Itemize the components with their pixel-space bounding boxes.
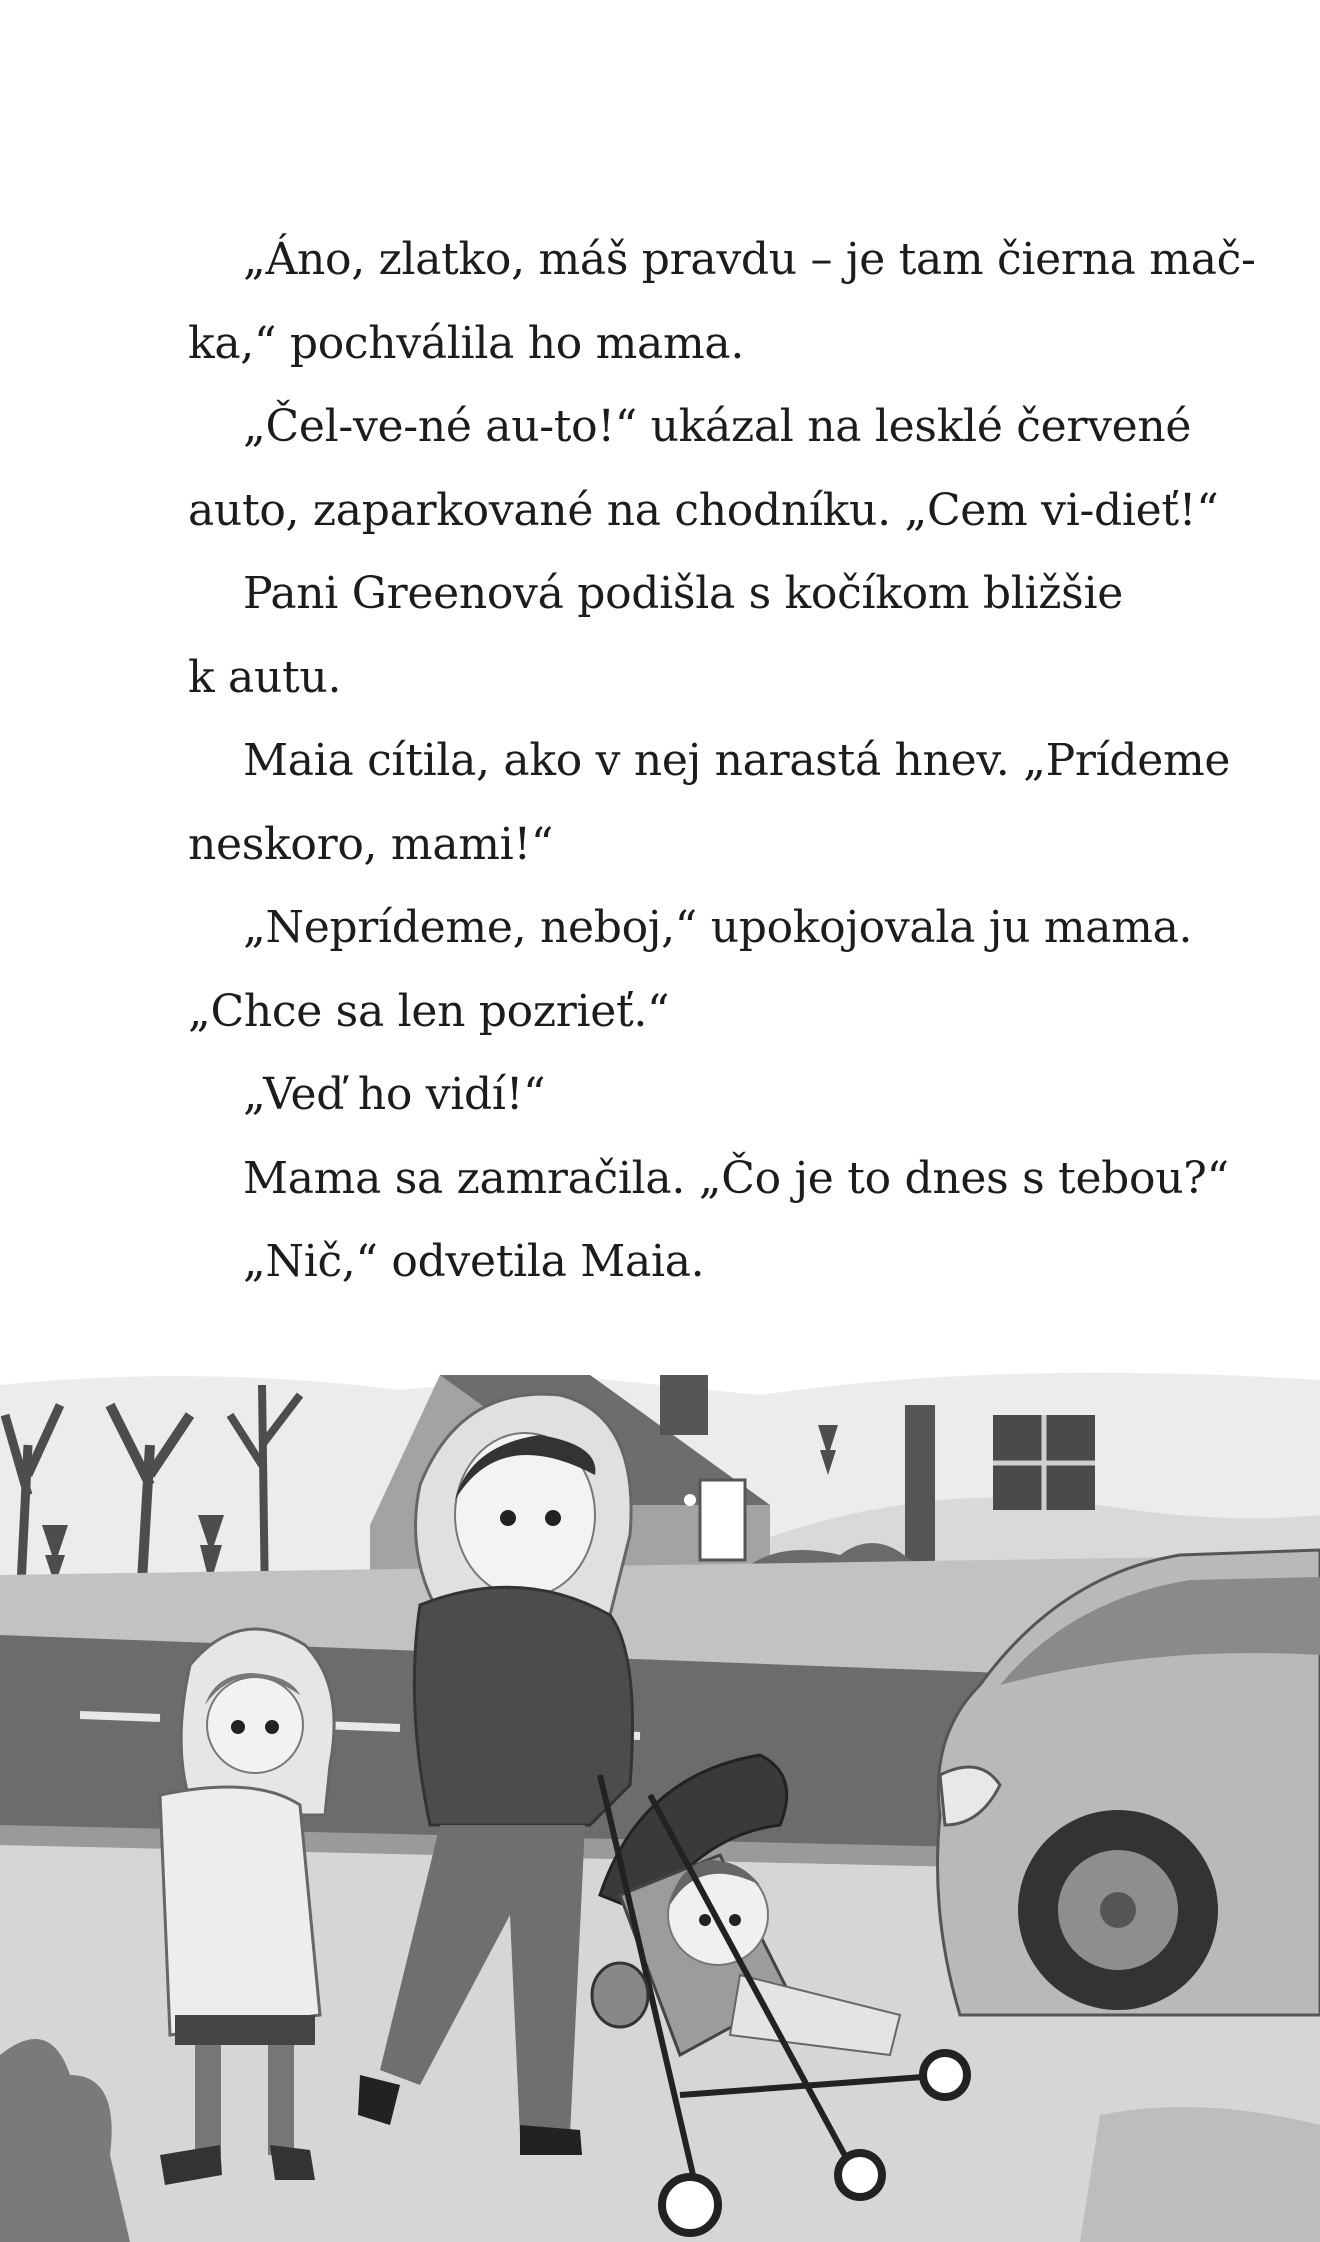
text-line: neskoro, mami!“ bbox=[188, 818, 554, 870]
text-line: k autu. bbox=[188, 651, 342, 703]
text-line: „Chce sa len pozrieť.“ bbox=[188, 985, 670, 1037]
text-line: „Veď ho vidí!“ bbox=[243, 1069, 546, 1120]
text-line: ka,“ pochválila ho mama. bbox=[188, 317, 745, 369]
window bbox=[993, 1415, 1095, 1510]
street-scene-illustration bbox=[0, 1355, 1320, 2242]
text-line: „Čel-ve-né au-to!“ ukázal na lesklé červené bbox=[243, 401, 1192, 452]
story-text bbox=[188, 218, 1256, 1304]
text-line: „Neprídeme, neboj,“ upokojovala ju mama. bbox=[243, 902, 1193, 953]
text-line: „Áno, zlatko, máš pravdu – je tam čierna mač- bbox=[243, 234, 1256, 285]
text-line: „Nič,“ odvetila Maia. bbox=[243, 1236, 705, 1287]
text-line: auto, zaparkované na chodníku. „Cem vi-dieť!“ bbox=[188, 484, 1219, 536]
text-line: Pani Greenová podišla s kočíkom bližšie bbox=[243, 568, 1123, 619]
text-line: Maia cítila, ako v nej narastá hnev. „Prídeme bbox=[243, 735, 1231, 786]
text-line: Mama sa zamračila. „Čo je to dnes s tebou?“ bbox=[243, 1152, 1229, 1204]
